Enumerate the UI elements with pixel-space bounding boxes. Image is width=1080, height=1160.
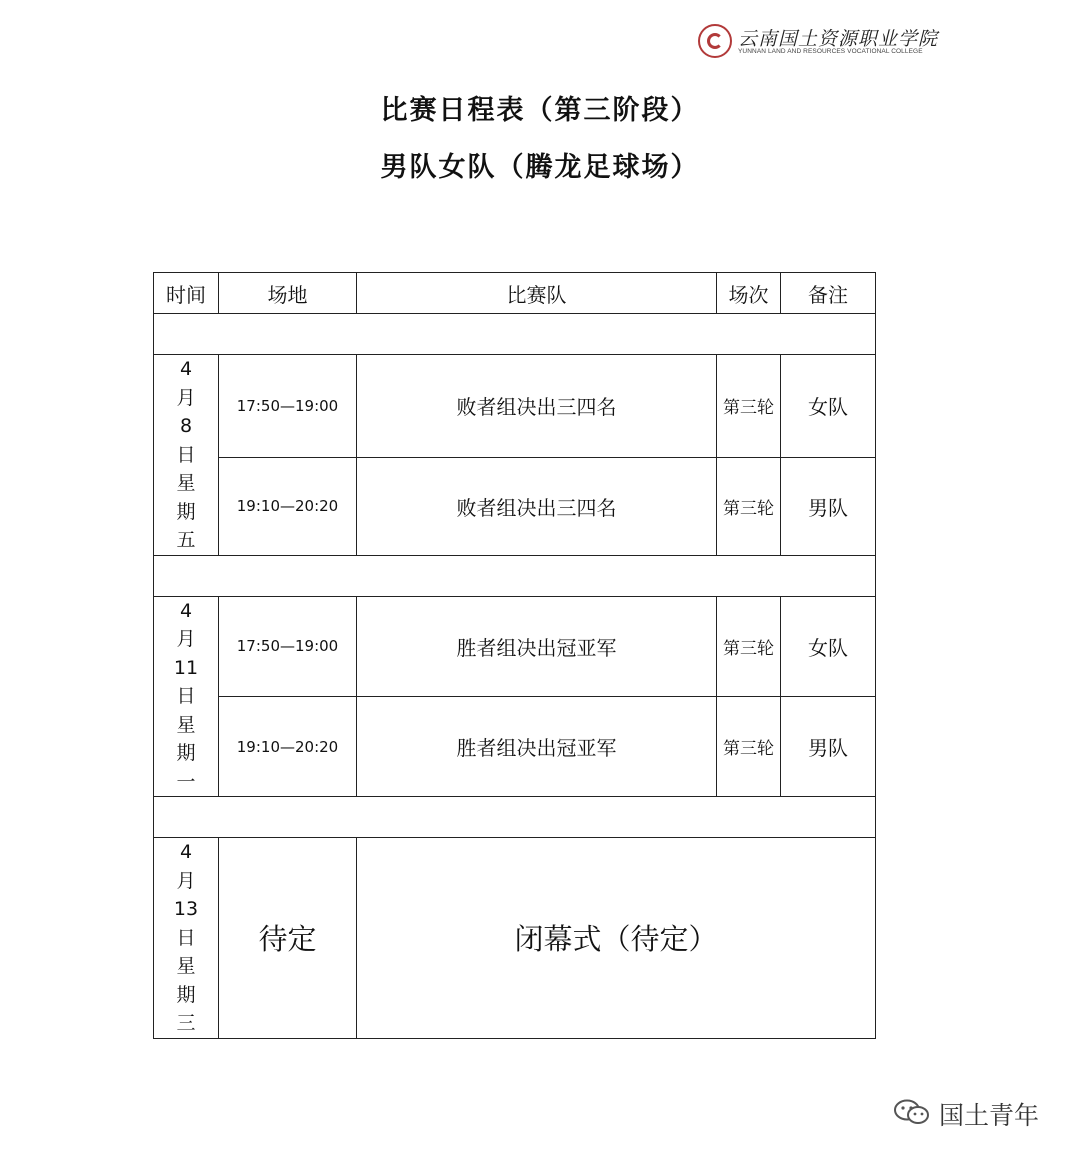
wechat-icon (893, 1098, 931, 1126)
header-note: 备注 (781, 273, 876, 314)
page-title: 比赛日程表（第三阶段） (380, 95, 700, 126)
date-cell (154, 838, 219, 1039)
date-char: 8 (179, 415, 193, 437)
date-char: 五 (176, 529, 196, 551)
spacer-cell (154, 797, 876, 838)
date-char: 日 (176, 443, 196, 466)
date-char: 星 (176, 713, 196, 736)
header-venue: 场地 (219, 273, 357, 314)
closing-ceremony-cell: 闭幕式（待定） (357, 838, 876, 1039)
date-char: 期 (176, 742, 196, 764)
date-char: 13 (173, 898, 199, 920)
date-char: 期 (176, 983, 196, 1006)
date-char: 日 (176, 926, 196, 949)
college-name-en: YUNNAN LAND AND RESOURCES VOCATIONAL COLLEGE (738, 48, 923, 55)
header-round: 场次 (717, 273, 781, 314)
date-char: 11 (173, 656, 199, 679)
date-char: 期 (176, 500, 196, 523)
date-char: 4 (179, 358, 193, 380)
header-time: 时间 (154, 273, 219, 314)
college-emblem-icon (698, 24, 732, 58)
note-cell: 女队 (781, 596, 876, 697)
page-subtitle: 男队女队（腾龙足球场） (380, 152, 700, 183)
table-row (154, 457, 876, 555)
college-name-cn: 云南国土资源职业学院 (738, 28, 939, 50)
date-char: 一 (176, 770, 196, 793)
match-cell: 败者组决出三四名 (357, 355, 717, 458)
table-row (154, 697, 876, 797)
round-cell: 第三轮 (717, 596, 781, 697)
time-cell: 17:50—19:00 (219, 596, 357, 697)
round-cell: 第三轮 (717, 457, 781, 555)
date-char: 4 (179, 599, 193, 622)
spacer-row (154, 555, 876, 596)
date-char: 月 (176, 869, 196, 892)
venue-cell: 待定 (219, 838, 357, 1039)
date-char: 星 (176, 955, 196, 977)
watermark (893, 1092, 1053, 1132)
note-cell: 男队 (781, 457, 876, 555)
spacer-row (154, 797, 876, 838)
table-row (154, 596, 876, 697)
date-char: 日 (176, 685, 196, 707)
date-char: 三 (176, 1012, 196, 1034)
spacer-cell (154, 555, 876, 596)
date-char: 月 (176, 386, 196, 409)
date-char: 4 (179, 841, 193, 863)
spacer-cell (154, 314, 876, 355)
match-cell: 败者组决出三四名 (357, 457, 717, 555)
round-cell: 第三轮 (717, 355, 781, 458)
match-cell: 胜者组决出冠亚军 (357, 596, 717, 697)
date-cell (154, 596, 219, 797)
time-cell: 19:10—20:20 (219, 697, 357, 797)
date-char: 月 (176, 628, 196, 650)
table-header-row (154, 273, 876, 314)
note-cell: 男队 (781, 697, 876, 797)
match-cell: 胜者组决出冠亚军 (357, 697, 717, 797)
note-cell: 女队 (781, 355, 876, 458)
time-cell: 17:50—19:00 (219, 355, 357, 458)
date-cell (154, 355, 219, 556)
header-teams: 比赛队 (357, 273, 717, 314)
round-cell: 第三轮 (717, 697, 781, 797)
schedule-table (153, 272, 876, 1039)
time-cell: 19:10—20:20 (219, 457, 357, 555)
spacer-row (154, 314, 876, 355)
table-row (154, 355, 876, 458)
college-logo (698, 22, 939, 62)
watermark-text: 国土青年 (939, 1101, 1040, 1130)
table-row (154, 838, 876, 1039)
date-char: 星 (176, 472, 196, 494)
